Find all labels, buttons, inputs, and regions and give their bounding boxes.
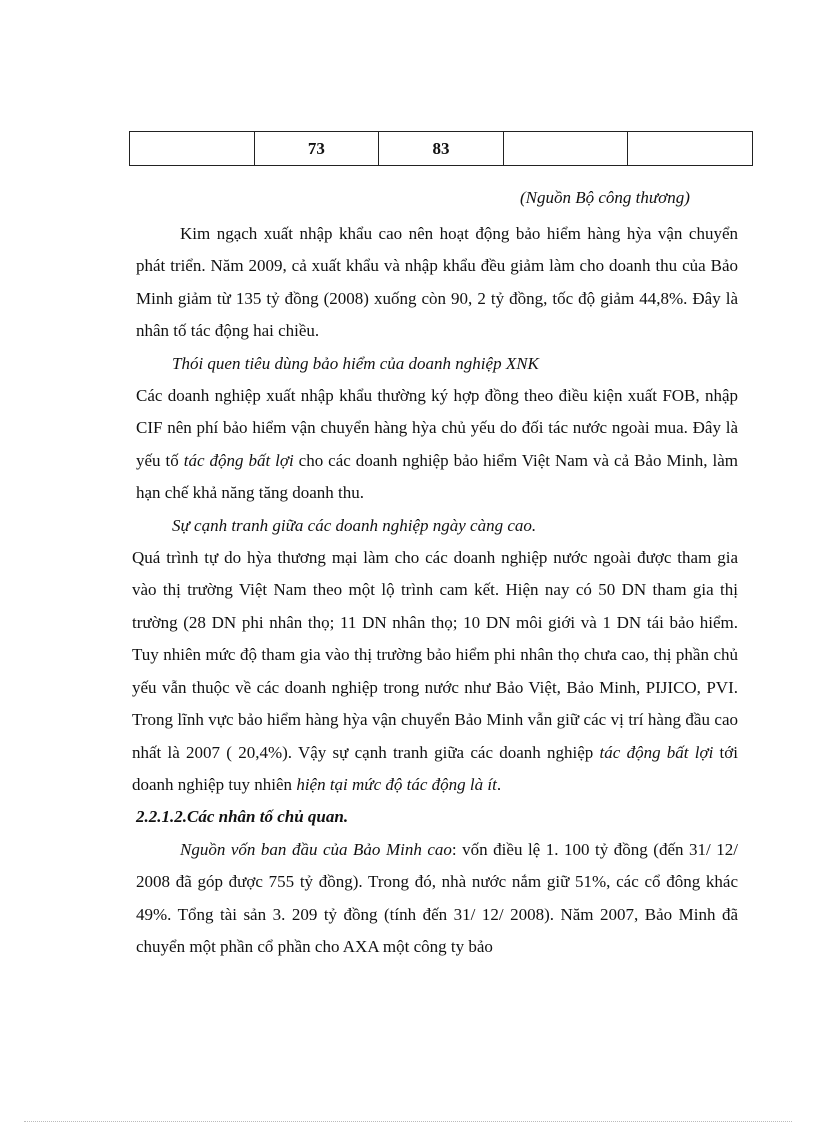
paragraph-fob-cif	[136, 380, 738, 510]
body-text	[132, 218, 739, 963]
table-cell: 73	[254, 132, 379, 166]
table-cell: 83	[379, 132, 504, 166]
text-run: Quá trình tự do hỳa thương mại làm cho các doanh nghiệp nước ngoài được tham gia vào thị trường Việt Nam theo một lộ trình cam kết. Hiện nay có 50 DN tham gia thị trường (28 DN phi nhân thọ; 11 DN nhân thọ; 10 DN môi giới và 1 DN tái bảo hiểm. Tuy nhiên mức độ tham gia vào thị trường bảo hiểm phi nhân thọ chưa cao, thị phần chủ yếu vẫn thuộc về các doanh nghiệp trong nước như Bảo Việt, Bảo Minh, PIJICO, PVI. Trong lĩnh vực bảo hiểm hàng hỳa vận chuyển Bảo Minh vẫn giữ các vị trí hàng đầu cao nhất là 2007 ( 20,4%). Vậy sự cạnh tranh giữa các doanh nghiệp	[132, 548, 738, 762]
text-run: Các doanh nghiệp xuất nhập khẩu thường ký hợp đồng theo điều kiện xuất FOB, nhập CIF nên phí bảo hiểm vận chuyển hàng hỳa chủ yếu do đối tác nước ngoài mua. Đây là yếu tố	[136, 386, 738, 470]
source-note: (Nguồn Bộ công thương)	[520, 188, 690, 207]
text-run-emphasis: tác động bất lợi	[599, 742, 714, 762]
text-run: : vốn điều lệ 1. 100 tỷ đồng (đến 31/ 12/ 2008 đã góp được 755 tỷ đồng). Trong đó, nhà nước nắm giữ 51%, các cổ đông khác 49%. Tổng tài sản 3. 209 tỷ đồng (tính đến 31/ 12/ 2008). Năm 2007, Bảo Minh đã chuyển một phần cổ phần cho AXA một công ty bảo	[136, 839, 739, 956]
paragraph-capital	[136, 834, 738, 964]
text-run-emphasis: hiện tại mức độ tác động là ít	[296, 774, 497, 794]
table-row	[130, 132, 753, 166]
page-bottom-divider	[24, 1121, 792, 1122]
table-cell	[130, 132, 255, 166]
text-run-emphasis: tác động bất lợi	[183, 450, 294, 470]
paragraph-competition	[132, 542, 738, 801]
text-run: cho các doanh nghiệp bảo hiểm Việt Nam và cả Bảo Minh, làm hạn chế khả năng tăng doanh thu.	[136, 450, 739, 503]
paragraph-export-import: Kim ngạch xuất nhập khẩu cao nên hoạt động bảo hiểm hàng hỳa vận chuyển phát triển. Năm 2009, cả xuất khẩu và nhập khẩu đều giảm làm cho doanh thu của Bảo Minh giảm từ 135 tỷ đồng (2008) xuống còn 90, 2 tỷ đồng, tốc độ giảm 44,8%. Đây là nhân tố tác động hai chiều.	[136, 224, 738, 341]
subheading-competition: Sự cạnh tranh giữa các doanh nghiệp ngày càng cao.	[172, 515, 537, 535]
section-heading: 2.2.1.2.Các nhân tố chủ quan.	[136, 807, 349, 827]
table-cell	[628, 132, 753, 166]
table-cell	[503, 132, 628, 166]
text-run: tới doanh nghiệp tuy nhiên	[132, 742, 738, 794]
data-table	[129, 131, 753, 166]
text-run: .	[496, 774, 502, 794]
subheading-consumption-habit: Thói quen tiêu dùng bảo hiểm của doanh nghiệp XNK	[172, 353, 539, 373]
text-run-emphasis: Nguồn vốn ban đầu của Bảo Minh cao	[180, 839, 452, 859]
